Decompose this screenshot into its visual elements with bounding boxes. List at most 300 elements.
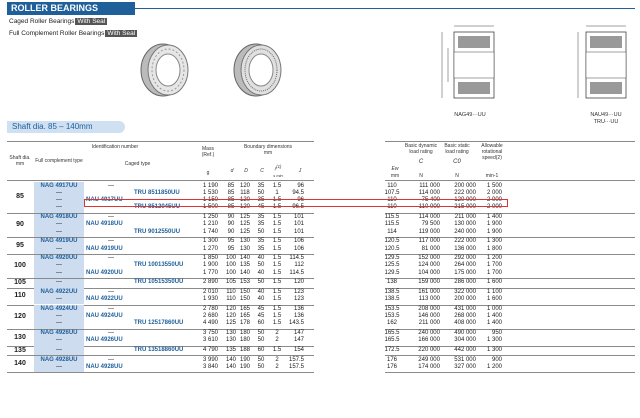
cell-Ew: 165.5 bbox=[384, 330, 400, 336]
cell-r: 2 bbox=[275, 363, 279, 370]
cell-dyn: 174 000 bbox=[418, 363, 440, 370]
cell-sta: 431 000 bbox=[454, 305, 476, 312]
cell-dyn: 146 000 bbox=[418, 313, 440, 320]
cell-r: 1.5 bbox=[272, 221, 282, 228]
hdr-dynamic: Basic dynamic load rating bbox=[404, 143, 438, 155]
cell-spd: 1 400 bbox=[486, 214, 502, 220]
cell-d: 135 bbox=[225, 346, 236, 353]
cell-r: 1.5 bbox=[272, 197, 282, 204]
cell-D: 118 bbox=[240, 189, 250, 196]
cell-spd: 950 bbox=[491, 330, 502, 336]
cell-mass: 3 990 bbox=[202, 356, 218, 363]
cell-caged: NAU 4917UU bbox=[86, 197, 123, 204]
cell-J: 147 bbox=[293, 330, 304, 336]
cell-dyn: 114 000 bbox=[418, 189, 440, 196]
cell-Ew: 138.5 bbox=[384, 288, 400, 295]
cell-Ew: 110 bbox=[387, 204, 397, 211]
cell-J: 101 bbox=[293, 214, 304, 220]
cell-spd: 1 300 bbox=[486, 337, 502, 344]
cell-J: 112 bbox=[294, 262, 304, 269]
cell-dyn: 166 000 bbox=[418, 337, 440, 344]
cell-d: 130 bbox=[225, 337, 236, 344]
cell-spd: 1 600 bbox=[486, 279, 502, 286]
cell-C: 50 bbox=[257, 228, 265, 235]
cell-sta: 490 000 bbox=[454, 330, 476, 336]
cell-C: 45 bbox=[257, 305, 265, 312]
cell-caged: NAU 4922UU bbox=[86, 296, 123, 303]
cell-C: 50 bbox=[257, 262, 265, 269]
cell-sta: 264 000 bbox=[454, 262, 476, 269]
cell-caged: NAU 4924UU bbox=[86, 313, 123, 320]
header-bottom-rule bbox=[7, 180, 314, 181]
cell-dyn: 211 000 bbox=[418, 320, 440, 327]
cell-Ew: 172.5 bbox=[384, 346, 400, 353]
cell-mass: 3 610 bbox=[202, 337, 218, 344]
hdr-r bbox=[270, 164, 286, 179]
caption-nau: NAU49···UU bbox=[590, 112, 622, 118]
cell-dyn: 240 000 bbox=[418, 330, 440, 336]
cell-full: — bbox=[56, 269, 62, 276]
cell-d: 140 bbox=[225, 356, 236, 363]
caption-nag: NAG49···UU bbox=[454, 112, 486, 118]
subtitle-full bbox=[9, 30, 137, 37]
cell-C: 35 bbox=[257, 245, 265, 252]
cell-d: 90 bbox=[227, 221, 235, 228]
cell-caged: NAU 4919UU bbox=[86, 245, 123, 252]
cell-J: 101 bbox=[293, 228, 304, 235]
cell-r: 2 bbox=[275, 356, 279, 363]
cell-d: 90 bbox=[227, 214, 235, 220]
cell-sta: 222 000 bbox=[454, 189, 476, 196]
cell-D: 125 bbox=[239, 214, 250, 220]
cell-full: — bbox=[56, 363, 62, 370]
cell-spd: 1 100 bbox=[486, 288, 502, 295]
cell-C: 40 bbox=[257, 269, 265, 276]
cell-sta: 442 000 bbox=[454, 346, 476, 353]
cell-D: 165 bbox=[239, 313, 250, 320]
cell-r: 1 bbox=[275, 189, 279, 196]
cell-C: 35 bbox=[257, 182, 265, 189]
cell-D: 150 bbox=[239, 288, 250, 295]
hdr-C: C bbox=[260, 168, 264, 174]
cell-spd: 900 bbox=[491, 356, 502, 363]
cell-dyn: 159 000 bbox=[418, 279, 440, 286]
shaft-dia-cell: 95 bbox=[16, 241, 24, 249]
cell-spd: 1 400 bbox=[486, 313, 502, 320]
cell-full: NAG 4922UU bbox=[40, 288, 78, 295]
cell-Ew: 138.5 bbox=[384, 296, 400, 303]
subtitle-full-text: Full Complement Roller Bearings bbox=[9, 30, 105, 37]
cell-dyn: 117 000 bbox=[418, 238, 440, 245]
hdr-r-sup: (1) bbox=[276, 164, 282, 169]
shaft-dia-cell: 110 bbox=[14, 292, 26, 300]
header-bottom-rule-right bbox=[385, 180, 635, 181]
cell-spd: 1 700 bbox=[486, 262, 502, 269]
cell-Ew: 120.5 bbox=[384, 238, 400, 245]
hdr-dynamic-sym: C bbox=[418, 159, 424, 165]
cell-mass: 1 530 bbox=[202, 189, 218, 196]
cell-C: 45 bbox=[257, 204, 265, 211]
cell-Ew: 129.5 bbox=[384, 269, 400, 276]
cell-Ew: 125.5 bbox=[384, 262, 400, 269]
hdr-mass-unit: g bbox=[206, 170, 210, 176]
hdr-r-sub: s min bbox=[273, 172, 283, 178]
cell-J: 123 bbox=[293, 296, 304, 303]
cell-spd: 1 900 bbox=[486, 228, 502, 235]
cell-J: 114.5 bbox=[289, 255, 304, 262]
hdr-D: D bbox=[244, 168, 248, 174]
hdr-static-sym: C0 bbox=[453, 159, 461, 165]
cell-r: 2 bbox=[275, 330, 279, 336]
cell-d: 130 bbox=[225, 330, 236, 336]
section-title: ROLLER BEARINGS bbox=[7, 2, 135, 15]
cell-d: 120 bbox=[225, 313, 236, 320]
cell-D: 120 bbox=[239, 182, 250, 189]
cell-C: 50 bbox=[257, 279, 265, 286]
cell-r: 1.5 bbox=[272, 204, 282, 211]
cell-dyn: 110 000 bbox=[418, 204, 440, 211]
cell-spd: 1 600 bbox=[486, 296, 502, 303]
cell-D: 130 bbox=[239, 245, 250, 252]
cell-Ew: 165.5 bbox=[384, 337, 400, 344]
hdr-r-sym: r bbox=[274, 166, 277, 173]
cell-D: 135 bbox=[239, 262, 250, 269]
cell-J: 94.5 bbox=[292, 189, 304, 196]
hdr-static-unit: N bbox=[455, 173, 459, 179]
cell-d: 100 bbox=[225, 255, 236, 262]
cell-full: — bbox=[56, 189, 62, 196]
cell-Ew: 110 bbox=[387, 182, 397, 189]
cell-r: 1.5 bbox=[272, 346, 282, 353]
cell-dyn: 75 400 bbox=[421, 197, 440, 204]
cell-D: 180 bbox=[239, 337, 250, 344]
shaft-dia-cell: 85 bbox=[16, 193, 24, 201]
cell-sta: 130 000 bbox=[454, 221, 476, 228]
cell-r: 1.5 bbox=[272, 279, 282, 286]
cell-C: 40 bbox=[257, 296, 265, 303]
cell-dyn: 114 000 bbox=[418, 214, 440, 220]
cell-C: 45 bbox=[257, 313, 265, 320]
cell-d: 95 bbox=[227, 238, 235, 245]
cell-D: 140 bbox=[239, 269, 250, 276]
cell-sta: 531 000 bbox=[454, 356, 476, 363]
cell-J: 136 bbox=[293, 305, 304, 312]
cell-Ew: 110 bbox=[387, 197, 397, 204]
shaft-dia-cell: 90 bbox=[16, 221, 24, 229]
cell-C: 40 bbox=[257, 288, 265, 295]
cell-Ew: 153.5 bbox=[384, 305, 400, 312]
cell-mass: 1 770 bbox=[202, 269, 218, 276]
cell-dyn: 220 000 bbox=[418, 346, 440, 353]
cell-sta: 200 000 bbox=[454, 182, 476, 189]
cell-J: 106 bbox=[293, 238, 304, 245]
title-rule bbox=[135, 8, 635, 9]
cell-J: 157.5 bbox=[288, 363, 304, 370]
cell-D: 125 bbox=[239, 221, 250, 228]
cell-sta: 240 000 bbox=[454, 228, 476, 235]
cell-d: 85 bbox=[227, 182, 235, 189]
group-separator bbox=[7, 372, 314, 373]
cell-J: 120 bbox=[293, 279, 304, 286]
cell-spd: 1 000 bbox=[486, 305, 502, 312]
cell-Ew: 129.5 bbox=[384, 255, 400, 262]
cell-d: 85 bbox=[227, 204, 235, 211]
cell-mass: 2 010 bbox=[202, 288, 218, 295]
cell-C: 40 bbox=[257, 255, 265, 262]
hdr-ew-unit: mm bbox=[390, 173, 400, 179]
cell-d: 110 bbox=[226, 288, 236, 295]
cell-C: 50 bbox=[257, 330, 265, 336]
cell-D: 180 bbox=[239, 330, 250, 336]
cell-caged-dash: — bbox=[108, 356, 114, 363]
cell-mass: 1 900 bbox=[202, 262, 218, 269]
cell-J: 136 bbox=[293, 313, 304, 320]
cell-d: 125 bbox=[225, 320, 236, 327]
cell-C: 60 bbox=[257, 320, 265, 327]
cell-d: 85 bbox=[227, 189, 235, 196]
cell-caged: TRU 13518860UU bbox=[134, 346, 184, 353]
cell-full: — bbox=[56, 245, 62, 252]
cell-D: 153 bbox=[239, 279, 250, 286]
hdr-mass: Mass (Ref.) bbox=[201, 146, 215, 158]
cell-caged: TRU 8511850UU bbox=[134, 189, 180, 196]
cell-caged: TRU 9012550UU bbox=[134, 228, 181, 235]
nau-drawing bbox=[572, 22, 640, 108]
caption-tru: TRU···UU bbox=[593, 119, 619, 125]
cell-C: 35 bbox=[257, 214, 265, 220]
cell-full: NAG 4924UU bbox=[40, 305, 78, 312]
cell-spd: 1 200 bbox=[486, 255, 502, 262]
cell-caged: NAU 4920UU bbox=[86, 269, 123, 276]
cell-dyn: 161 000 bbox=[418, 288, 440, 295]
cell-D: 190 bbox=[239, 356, 250, 363]
cell-d: 90 bbox=[227, 228, 235, 235]
cell-C: 50 bbox=[257, 337, 265, 344]
group-separator bbox=[385, 372, 635, 373]
cell-D: 125 bbox=[239, 228, 250, 235]
cell-r: 1.5 bbox=[272, 182, 282, 189]
cell-sta: 327 000 bbox=[454, 363, 476, 370]
shaft-dia-cell: 140 bbox=[14, 360, 26, 368]
cell-sta: 304 000 bbox=[454, 337, 476, 344]
cell-spd: 1 700 bbox=[486, 269, 502, 276]
cell-sta: 215 000 bbox=[454, 204, 476, 211]
cell-full: — bbox=[56, 320, 62, 327]
cell-dyn: 124 000 bbox=[418, 262, 440, 269]
cell-spd: 1 800 bbox=[486, 245, 502, 252]
hdr-d: d bbox=[230, 168, 234, 174]
cell-Ew: 176 bbox=[386, 363, 397, 370]
cell-sta: 120 000 bbox=[454, 197, 476, 204]
hdr-id: Identification number bbox=[91, 144, 139, 150]
hdr-boundary: Boundary dimensions bbox=[243, 144, 293, 150]
cell-sta: 292 000 bbox=[454, 255, 476, 262]
cell-Ew: 153.5 bbox=[384, 313, 400, 320]
cell-D: 120 bbox=[239, 204, 250, 211]
cell-Ew: 162 bbox=[386, 320, 397, 327]
cell-r: 1.5 bbox=[272, 262, 282, 269]
cell-J: 96 bbox=[297, 182, 304, 189]
cell-full: — bbox=[56, 337, 62, 344]
cell-r: 1.5 bbox=[272, 269, 282, 276]
cell-mass: 1 930 bbox=[202, 296, 218, 303]
cell-spd: 1 900 bbox=[486, 221, 502, 228]
cell-d: 95 bbox=[227, 245, 235, 252]
cell-caged-dash: — bbox=[108, 182, 114, 189]
cell-J: 154 bbox=[293, 346, 304, 353]
cell-full: — bbox=[56, 346, 62, 353]
cell-J: 123 bbox=[293, 288, 304, 295]
cell-full: NAG 4920UU bbox=[40, 255, 78, 262]
cell-caged: NAU 4918UU bbox=[86, 221, 123, 228]
cell-D: 188 bbox=[239, 346, 250, 353]
cell-full: — bbox=[56, 204, 62, 211]
hdr-allow-unit: min-1 bbox=[485, 173, 499, 179]
cell-d: 85 bbox=[227, 197, 235, 204]
cell-r: 1.5 bbox=[272, 238, 282, 245]
cell-J: 157.5 bbox=[288, 356, 304, 363]
cell-mass: 1 250 bbox=[202, 214, 218, 220]
cell-J: 106 bbox=[293, 245, 304, 252]
shaft-dia-cell: 120 bbox=[14, 313, 26, 320]
cell-dyn: 81 000 bbox=[421, 245, 440, 252]
cell-sta: 322 000 bbox=[454, 288, 476, 295]
cell-full: — bbox=[56, 262, 62, 269]
cell-full: NAG 4918UU bbox=[40, 214, 78, 220]
cell-caged: TRU 12517860UU bbox=[134, 320, 184, 327]
hdr-ew: Ew bbox=[391, 166, 399, 172]
cell-sta: 175 000 bbox=[454, 269, 476, 276]
cell-r: 1.5 bbox=[272, 228, 282, 235]
cell-mass: 2 680 bbox=[202, 313, 218, 320]
cell-C: 50 bbox=[257, 189, 265, 196]
cell-D: 165 bbox=[239, 305, 250, 312]
shaft-dia-cell: 135 bbox=[14, 346, 26, 354]
cell-caged: TRU 8512045UU bbox=[134, 204, 181, 211]
cell-r: 1.5 bbox=[272, 214, 282, 220]
cell-spd: 2 000 bbox=[486, 204, 502, 211]
shaft-dia-cell: 130 bbox=[14, 333, 26, 341]
cell-J: 147 bbox=[293, 337, 304, 344]
cell-spd: 1 500 bbox=[486, 182, 502, 189]
cell-spd: 1 200 bbox=[486, 363, 502, 370]
cell-mass: 1 270 bbox=[202, 245, 218, 252]
cell-dyn: 208 000 bbox=[418, 305, 440, 312]
cell-J: 114.5 bbox=[289, 269, 304, 276]
full-complement-bearing-photo bbox=[228, 38, 288, 100]
cell-dyn: 79 500 bbox=[421, 221, 440, 228]
cell-sta: 136 000 bbox=[454, 245, 476, 252]
cell-spd: 2 000 bbox=[486, 197, 502, 204]
cell-mass: 1 210 bbox=[202, 221, 218, 228]
cell-caged-dash: — bbox=[108, 305, 114, 312]
cell-caged-dash: — bbox=[108, 255, 114, 262]
cell-r: 2 bbox=[275, 337, 279, 344]
cell-full: — bbox=[56, 279, 62, 286]
cell-dyn: 249 000 bbox=[418, 356, 440, 363]
cell-sta: 200 000 bbox=[454, 296, 476, 303]
cell-mass: 1 150 bbox=[202, 197, 218, 204]
shaft-dia-cell: 105 bbox=[14, 279, 26, 287]
cell-C: 35 bbox=[257, 197, 265, 204]
shaft-range-badge: Shaft dia. 85 – 140mm bbox=[7, 121, 125, 133]
cell-spd: 1 300 bbox=[486, 238, 502, 245]
cell-J: 96 bbox=[297, 197, 304, 204]
cell-r: 1.5 bbox=[272, 305, 282, 312]
subtitle-full-tag: With Seal bbox=[107, 30, 136, 37]
cell-full: — bbox=[56, 313, 62, 320]
cell-r: 1.5 bbox=[272, 255, 282, 262]
cell-mass: 3 750 bbox=[202, 330, 218, 336]
cell-C: 50 bbox=[257, 363, 265, 370]
cell-mass: 1 300 bbox=[202, 238, 218, 245]
hdr-static: Basic static load rating bbox=[444, 143, 470, 155]
cell-Ew: 120.5 bbox=[384, 245, 400, 252]
cell-sta: 286 000 bbox=[454, 279, 476, 286]
cell-spd: 1 400 bbox=[486, 320, 502, 327]
cell-spd: 1 300 bbox=[486, 346, 502, 353]
cell-full: — bbox=[56, 228, 62, 235]
cell-caged: TRU 10013550UU bbox=[134, 262, 184, 269]
cell-full: NAG 4926UU bbox=[40, 330, 78, 336]
cell-Ew: 114 bbox=[387, 228, 397, 235]
hdr-caged: Caged type bbox=[124, 161, 151, 167]
cell-dyn: 119 000 bbox=[418, 228, 440, 235]
cell-d: 105 bbox=[225, 279, 236, 286]
cell-mass: 2 780 bbox=[202, 305, 218, 312]
cell-Ew: 107.5 bbox=[384, 189, 400, 196]
cell-D: 120 bbox=[239, 197, 250, 204]
cell-J: 143.5 bbox=[288, 320, 304, 327]
cell-J: 101 bbox=[293, 221, 304, 228]
cell-D: 130 bbox=[239, 238, 250, 245]
cell-dyn: 113 000 bbox=[418, 296, 440, 303]
cell-C: 50 bbox=[257, 356, 265, 363]
highlighted-row-marker bbox=[84, 199, 508, 207]
cell-mass: 2 890 bbox=[202, 279, 218, 286]
cell-mass: 1 850 bbox=[202, 255, 218, 262]
subtitle-caged bbox=[9, 18, 107, 25]
subtitle-caged-text: Caged Roller Bearings bbox=[9, 18, 75, 25]
nag-drawing bbox=[432, 22, 512, 108]
cell-Ew: 115.5 bbox=[384, 214, 400, 220]
caged-bearing-photo bbox=[135, 38, 195, 100]
cell-full: — bbox=[56, 221, 62, 228]
cell-dyn: 104 000 bbox=[418, 269, 440, 276]
cell-r: 1.5 bbox=[272, 288, 282, 295]
cell-full: NAG 4928UU bbox=[40, 356, 78, 363]
shaft-dia-cell: 100 bbox=[14, 262, 26, 270]
hdr-full: Full complement type bbox=[35, 158, 83, 164]
cell-d: 120 bbox=[225, 305, 236, 312]
cell-sta: 222 000 bbox=[454, 238, 476, 245]
cell-r: 1.5 bbox=[272, 313, 282, 320]
cell-mass: 4 790 bbox=[202, 346, 218, 353]
cell-full: — bbox=[56, 197, 62, 204]
hdr-boundary-unit: mm bbox=[263, 150, 273, 156]
cell-C: 35 bbox=[257, 238, 265, 245]
cell-dyn: 111 000 bbox=[419, 182, 440, 189]
subtitle-caged-tag: With Seal bbox=[77, 18, 106, 25]
hdr-shaft: Shaft dia. mm bbox=[9, 155, 31, 167]
cell-mass: 1 190 bbox=[202, 182, 218, 189]
cell-d: 110 bbox=[226, 296, 236, 303]
cell-caged: NAU 4928UU bbox=[86, 363, 123, 370]
cell-caged-dash: — bbox=[108, 288, 114, 295]
cell-full: NAG 4917UU bbox=[40, 182, 78, 189]
cell-C: 60 bbox=[257, 346, 265, 353]
cell-D: 190 bbox=[239, 363, 250, 370]
